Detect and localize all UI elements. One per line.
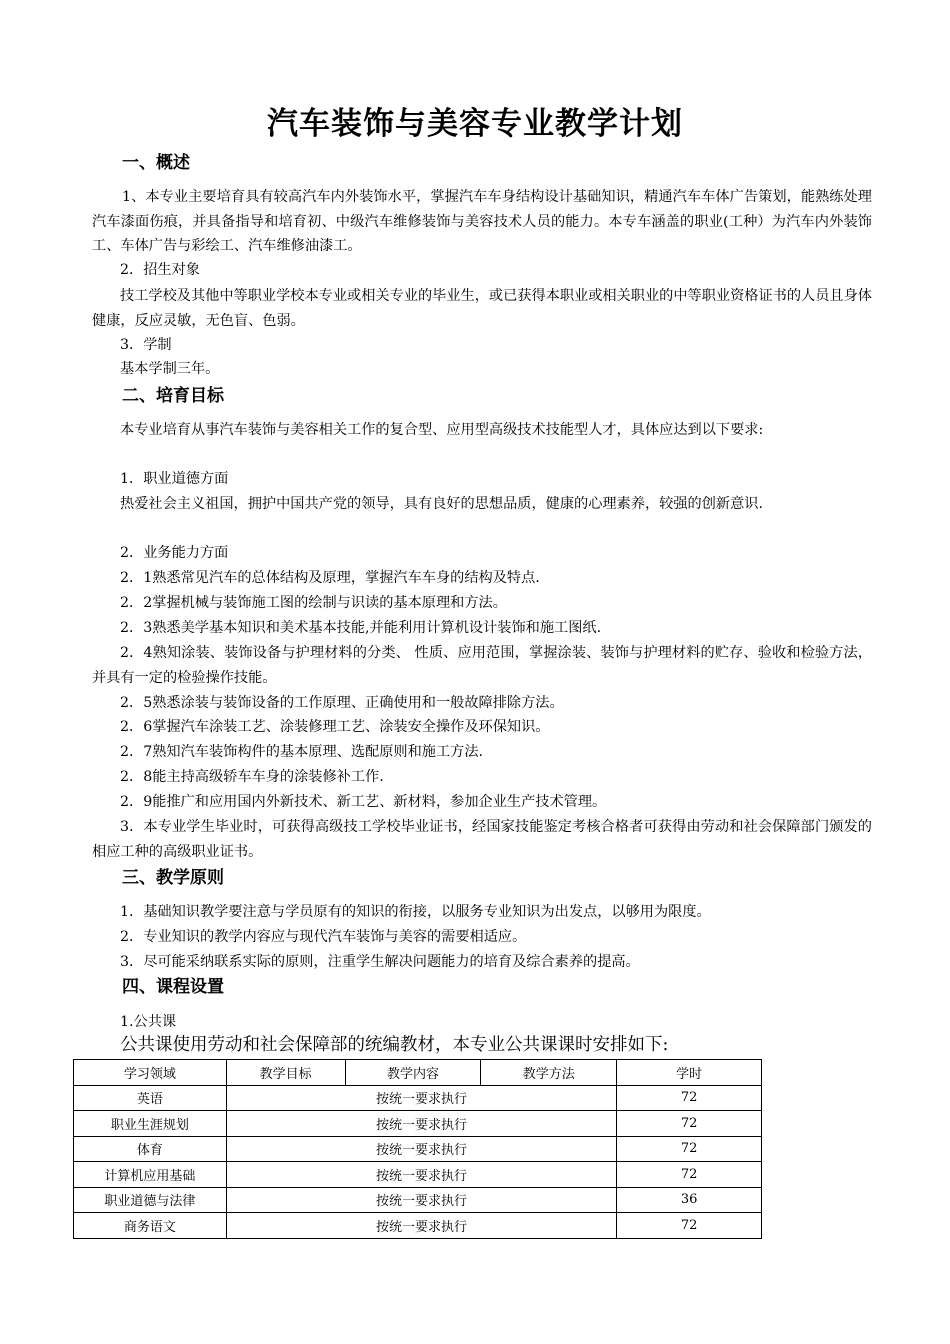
goals-item: 2．9能推广和应用国内外新技术、新工艺、新材料，参加企业生产技术管理。 — [120, 794, 607, 810]
overview-heading-enrollment: 2．招生对象 — [120, 262, 200, 278]
course-area-cell: 英语 — [74, 1085, 227, 1111]
goals-item: 2．8能主持高级轿车车身的涂装修补工作. — [120, 769, 384, 785]
goals-item: 2．2掌握机械与装饰施工图的绘制与识读的基本原理和方法。 — [120, 595, 507, 611]
table-row — [74, 1213, 762, 1239]
course-hours-cell: 72 — [617, 1085, 762, 1111]
overview-paragraph-duration: 基本学制三年。 — [120, 361, 220, 377]
table-row — [74, 1162, 762, 1188]
section-heading-overview: 一、概述 — [122, 153, 190, 173]
course-note-cell: 按统一要求执行 — [226, 1187, 616, 1213]
course-area-cell: 计算机应用基础 — [74, 1162, 227, 1188]
overview-paragraph-1: 1、本专业主要培育具有较高汽车内外装饰水平，掌握汽车车身结构设计基础知识，精通汽车车体广告策划，能熟练处理汽车漆面伤痕，并具备指导和培育初、中级汽车维修装饰与美容技术人员的能力。本专车涵盖的职业(工种）为汽车内外装饰工、车体广告与彩绘工、汽车维修油漆工。 — [92, 189, 872, 254]
table-row — [74, 1187, 762, 1213]
section-heading-principles: 三、教学原则 — [122, 868, 224, 888]
goals-paragraph-ethics: 热爱社会主义祖国，拥护中国共产党的领导，具有良好的思想品质，健康的心理素养，较强的创新意识. — [120, 496, 763, 512]
course-note-cell: 按统一要求执行 — [226, 1213, 616, 1239]
course-hours-cell: 72 — [617, 1136, 762, 1162]
table-header-cell: 学时 — [617, 1060, 762, 1086]
table-header-cell: 学习领域 — [74, 1060, 227, 1086]
section-heading-courses: 四、课程设置 — [122, 977, 224, 997]
page-title: 汽车装饰与美容专业教学计划 — [267, 106, 683, 142]
principle-item: 2．专业知识的教学内容应与现代汽车装饰与美容的需要相适应。 — [120, 929, 527, 945]
course-hours-cell: 72 — [617, 1162, 762, 1188]
table-row — [74, 1136, 762, 1162]
public-course-table — [73, 1059, 762, 1239]
goals-heading-skills: 2．业务能力方面 — [120, 545, 229, 561]
goals-item: 2．6掌握汽车涂装工艺、涂装修理工艺、涂装安全操作及环保知识。 — [120, 719, 550, 735]
course-note-cell: 按统一要求执行 — [226, 1085, 616, 1111]
course-hours-cell: 72 — [617, 1111, 762, 1137]
goals-heading-ethics: 1．职业道德方面 — [120, 471, 229, 487]
courses-description: 公共课使用劳动和社会保障部的统编教材，本专业公共课课时安排如下: — [120, 1035, 669, 1055]
course-note-cell: 按统一要求执行 — [226, 1136, 616, 1162]
course-hours-cell: 36 — [617, 1187, 762, 1213]
overview-paragraph-enrollment: 技工学校及其他中等职业学校本专业或相关专业的毕业生，或已获得本职业或相关职业的中等职业资格证书的人员且身体健康，反应灵敏，无色盲、色弱。 — [92, 288, 872, 329]
principle-item: 1．基础知识教学要注意与学员原有的知识的衔接，以服务专业知识为出发点，以够用为限度。 — [120, 904, 711, 920]
goals-intro: 本专业培育从事汽车装饰与美容相关工作的复合型、应用型高级技术技能型人才，具体应达到以下要求: — [120, 422, 764, 438]
table-header-row — [74, 1060, 762, 1086]
course-hours-cell: 72 — [617, 1213, 762, 1239]
course-area-cell: 商务语文 — [74, 1213, 227, 1239]
goals-paragraph-certificate: 3．本专业学生毕业时，可获得高级技工学校毕业证书，经国家技能鉴定考核合格者可获得由劳动和社会保障部门颁发的相应工种的高级职业证书。 — [92, 819, 872, 860]
principle-item: 3．尽可能采纳联系实际的原则，注重学生解决问题能力的培育及综合素养的提高。 — [120, 954, 640, 970]
goals-item: 2．5熟悉涂装与装饰设备的工作原理、正确使用和一般故障排除方法。 — [120, 695, 564, 711]
goals-item: 2．7熟知汽车装饰构件的基本原理、选配原则和施工方法. — [120, 744, 484, 760]
goals-item: 2．1熟悉常见汽车的总体结构及原理，掌握汽车车身的结构及特点. — [120, 570, 540, 586]
table-header-cell: 教学内容 — [345, 1060, 481, 1086]
table-header-cell: 教学方法 — [481, 1060, 617, 1086]
goals-item: 2．4熟知涂装、装饰设备与护理材料的分类、 性质、应用范围，掌握涂装、装饰与护理材料的贮存、验收和检验方法，并具有一定的检验操作技能。 — [92, 645, 872, 686]
table-row — [74, 1085, 762, 1111]
table-header-cell: 教学目标 — [226, 1060, 345, 1086]
course-note-cell: 按统一要求执行 — [226, 1111, 616, 1137]
course-area-cell: 职业道德与法律 — [74, 1187, 227, 1213]
course-note-cell: 按统一要求执行 — [226, 1162, 616, 1188]
section-heading-goals: 二、培育目标 — [122, 386, 224, 406]
courses-subheading-public: 1.公共课 — [120, 1014, 177, 1030]
overview-heading-duration: 3．学制 — [120, 337, 172, 353]
table-row — [74, 1111, 762, 1137]
course-area-cell: 职业生涯规划 — [74, 1111, 227, 1137]
course-area-cell: 体育 — [74, 1136, 227, 1162]
goals-item: 2．3熟悉美学基本知识和美术基本技能,并能利用计算机设计装饰和施工图纸. — [120, 620, 602, 636]
